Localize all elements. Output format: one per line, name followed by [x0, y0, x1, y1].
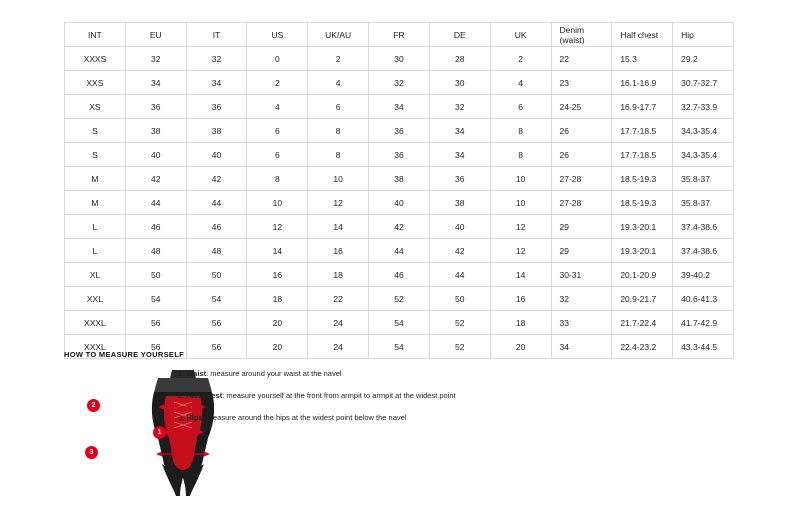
- cell-ukau: 6: [308, 95, 369, 119]
- column-header-ukau: UK/AU: [308, 23, 369, 47]
- cell-it: 48: [186, 239, 247, 263]
- table-row: [65, 143, 734, 167]
- cell-denim: 24-25: [551, 95, 612, 119]
- cell-half-chest: 22.4-23.2: [612, 335, 673, 359]
- cell-uk: 14: [490, 263, 551, 287]
- cell-half-chest: 16.9-17.7: [612, 95, 673, 119]
- column-header-half-chest: Half chest: [612, 23, 673, 47]
- cell-denim: 29: [551, 239, 612, 263]
- cell-ukau: 24: [308, 335, 369, 359]
- cell-de: 32: [429, 95, 490, 119]
- table-header-row: [65, 23, 734, 47]
- table-header: [65, 23, 734, 47]
- cell-hip: 41.7-42.9: [673, 311, 734, 335]
- cell-us: 4: [247, 95, 308, 119]
- instruction-half-chest-text: : measure yourself at the front from armpit to armpit at the widest point: [222, 391, 456, 400]
- cell-it: 54: [186, 287, 247, 311]
- cell-fr: 32: [369, 71, 430, 95]
- how-to-measure-title: HOW TO MEASURE YOURSELF: [64, 350, 184, 359]
- cell-denim: 22: [551, 47, 612, 71]
- cell-eu: 32: [125, 47, 186, 71]
- cell-fr: 36: [369, 143, 430, 167]
- cell-de: 34: [429, 119, 490, 143]
- cell-de: 36: [429, 167, 490, 191]
- cell-uk: 8: [490, 119, 551, 143]
- cell-half-chest: 19.3-20.1: [612, 215, 673, 239]
- cell-eu: 56: [125, 311, 186, 335]
- cell-int: XXS: [65, 71, 126, 95]
- cell-fr: 46: [369, 263, 430, 287]
- cell-eu: 56: [125, 335, 186, 359]
- instruction-waist-label: Waist: [186, 369, 207, 378]
- cell-half-chest: 15.3: [612, 47, 673, 71]
- cell-de: 52: [429, 335, 490, 359]
- cell-half-chest: 18.5-19.3: [612, 191, 673, 215]
- cell-hip: 37.4-38.6: [673, 215, 734, 239]
- cell-int: L: [65, 215, 126, 239]
- cell-fr: 36: [369, 119, 430, 143]
- cell-int: M: [65, 167, 126, 191]
- cell-uk: 6: [490, 95, 551, 119]
- cell-ukau: 10: [308, 167, 369, 191]
- cell-hip: 39-40.2: [673, 263, 734, 287]
- cell-hip: 32.7-33.9: [673, 95, 734, 119]
- cell-half-chest: 19.3-20.1: [612, 239, 673, 263]
- column-header-uk: UK: [490, 23, 551, 47]
- cell-uk: 12: [490, 215, 551, 239]
- cell-half-chest: 17.7-18.5: [612, 119, 673, 143]
- cell-ukau: 2: [308, 47, 369, 71]
- cell-eu: 36: [125, 95, 186, 119]
- cell-us: 2: [247, 71, 308, 95]
- column-header-us: US: [247, 23, 308, 47]
- column-header-hip: Hip: [673, 23, 734, 47]
- cell-half-chest: 20.9-21.7: [612, 287, 673, 311]
- cell-de: 40: [429, 215, 490, 239]
- instruction-waist: [178, 369, 598, 378]
- cell-half-chest: 20.1-20.9: [612, 263, 673, 287]
- cell-denim: 23: [551, 71, 612, 95]
- cell-ukau: 12: [308, 191, 369, 215]
- cell-it: 50: [186, 263, 247, 287]
- cell-us: 6: [247, 119, 308, 143]
- cell-uk: 10: [490, 167, 551, 191]
- cell-it: 42: [186, 167, 247, 191]
- cell-eu: 48: [125, 239, 186, 263]
- cell-int: M: [65, 191, 126, 215]
- table-row: [65, 119, 734, 143]
- table-row: [65, 47, 734, 71]
- cell-ukau: 8: [308, 119, 369, 143]
- measure-instructions: [178, 369, 598, 435]
- cell-int: XXXL: [65, 335, 126, 359]
- instruction-half-chest: [178, 391, 598, 400]
- cell-hip: 43.3-44.5: [673, 335, 734, 359]
- cell-fr: 30: [369, 47, 430, 71]
- instruction-hips: [178, 413, 598, 422]
- cell-eu: 40: [125, 143, 186, 167]
- cell-half-chest: 18.5-19.3: [612, 167, 673, 191]
- cell-fr: 44: [369, 239, 430, 263]
- cell-us: 6: [247, 143, 308, 167]
- cell-it: 40: [186, 143, 247, 167]
- table-row: [65, 215, 734, 239]
- cell-denim: 26: [551, 143, 612, 167]
- cell-hip: 29.2: [673, 47, 734, 71]
- cell-de: 50: [429, 287, 490, 311]
- cell-it: 36: [186, 95, 247, 119]
- cell-de: 52: [429, 311, 490, 335]
- cell-uk: 20: [490, 335, 551, 359]
- cell-it: 38: [186, 119, 247, 143]
- cell-hip: 35.8-37: [673, 167, 734, 191]
- cell-denim: 27-28: [551, 167, 612, 191]
- instruction-waist-text: : measure around your waist at the navel: [206, 369, 342, 378]
- cell-uk: 10: [490, 191, 551, 215]
- cell-ukau: 8: [308, 143, 369, 167]
- cell-it: 34: [186, 71, 247, 95]
- cell-fr: 54: [369, 335, 430, 359]
- cell-int: XXXS: [65, 47, 126, 71]
- cell-ukau: 4: [308, 71, 369, 95]
- cell-int: XS: [65, 95, 126, 119]
- cell-denim: 33: [551, 311, 612, 335]
- cell-hip: 35.8-37: [673, 191, 734, 215]
- cell-it: 56: [186, 335, 247, 359]
- cell-us: 8: [247, 167, 308, 191]
- cell-eu: 44: [125, 191, 186, 215]
- cell-it: 56: [186, 311, 247, 335]
- cell-ukau: 14: [308, 215, 369, 239]
- cell-de: 42: [429, 239, 490, 263]
- cell-us: 16: [247, 263, 308, 287]
- cell-us: 10: [247, 191, 308, 215]
- column-header-it: IT: [186, 23, 247, 47]
- table-row: [65, 167, 734, 191]
- cell-us: 12: [247, 215, 308, 239]
- cell-hip: 30.7-32.7: [673, 71, 734, 95]
- cell-us: 0: [247, 47, 308, 71]
- cell-it: 44: [186, 191, 247, 215]
- cell-de: 28: [429, 47, 490, 71]
- table-row: [65, 263, 734, 287]
- cell-fr: 38: [369, 167, 430, 191]
- cell-uk: 8: [490, 143, 551, 167]
- cell-eu: 50: [125, 263, 186, 287]
- cell-it: 32: [186, 47, 247, 71]
- cell-uk: 18: [490, 311, 551, 335]
- cell-half-chest: 16.1-16.9: [612, 71, 673, 95]
- cell-fr: 34: [369, 95, 430, 119]
- cell-us: 18: [247, 287, 308, 311]
- cell-eu: 34: [125, 71, 186, 95]
- column-header-int: INT: [65, 23, 126, 47]
- cell-fr: 54: [369, 311, 430, 335]
- cell-denim: 32: [551, 287, 612, 311]
- cell-hip: 34.3-35.4: [673, 143, 734, 167]
- table-row: [65, 71, 734, 95]
- column-header-de: DE: [429, 23, 490, 47]
- cell-uk: 4: [490, 71, 551, 95]
- cell-fr: 40: [369, 191, 430, 215]
- instruction-hips-number: 3.: [178, 413, 187, 422]
- column-header-eu: EU: [125, 23, 186, 47]
- cell-half-chest: 21.7-22.4: [612, 311, 673, 335]
- marker-1-waist: 1: [153, 426, 166, 439]
- cell-denim: 27-28: [551, 191, 612, 215]
- cell-us: 20: [247, 311, 308, 335]
- cell-fr: 52: [369, 287, 430, 311]
- instruction-waist-number: 1.: [178, 369, 187, 378]
- size-chart-container: [64, 22, 734, 359]
- cell-it: 46: [186, 215, 247, 239]
- cell-de: 38: [429, 191, 490, 215]
- instruction-half-chest-number: 2.: [178, 391, 187, 400]
- cell-int: S: [65, 143, 126, 167]
- table-row: [65, 191, 734, 215]
- cell-us: 14: [247, 239, 308, 263]
- table-body: [65, 47, 734, 359]
- column-header-fr: FR: [369, 23, 430, 47]
- table-row: [65, 239, 734, 263]
- cell-denim: 34: [551, 335, 612, 359]
- cell-int: S: [65, 119, 126, 143]
- cell-ukau: 24: [308, 311, 369, 335]
- cell-int: XL: [65, 263, 126, 287]
- cell-fr: 42: [369, 215, 430, 239]
- instruction-half-chest-label: Half chest: [186, 391, 223, 400]
- cell-de: 44: [429, 263, 490, 287]
- table-row: [65, 287, 734, 311]
- cell-de: 30: [429, 71, 490, 95]
- cell-uk: 2: [490, 47, 551, 71]
- cell-eu: 42: [125, 167, 186, 191]
- cell-hip: 40.6-41.3: [673, 287, 734, 311]
- cell-denim: 29: [551, 215, 612, 239]
- cell-half-chest: 17.7-18.5: [612, 143, 673, 167]
- cell-uk: 16: [490, 287, 551, 311]
- cell-denim: 26: [551, 119, 612, 143]
- cell-eu: 46: [125, 215, 186, 239]
- cell-denim: 30-31: [551, 263, 612, 287]
- table-row: [65, 311, 734, 335]
- cell-hip: 34.3-35.4: [673, 119, 734, 143]
- cell-ukau: 16: [308, 239, 369, 263]
- table-row: [65, 95, 734, 119]
- cell-ukau: 22: [308, 287, 369, 311]
- cell-hip: 37.4-38.6: [673, 239, 734, 263]
- cell-int: L: [65, 239, 126, 263]
- marker-3-hips: 3: [85, 446, 98, 459]
- instruction-hips-label: Hips: [186, 413, 203, 422]
- cell-us: 20: [247, 335, 308, 359]
- size-chart-table: [64, 22, 734, 359]
- cell-uk: 12: [490, 239, 551, 263]
- cell-int: XXL: [65, 287, 126, 311]
- instruction-hips-text: : measure around the hips at the widest point below the navel: [202, 413, 407, 422]
- cell-eu: 54: [125, 287, 186, 311]
- cell-ukau: 18: [308, 263, 369, 287]
- column-header-denim-waist: Denim (waist): [551, 23, 612, 47]
- marker-2-half-chest: 2: [87, 399, 100, 412]
- cell-de: 34: [429, 143, 490, 167]
- cell-int: XXXL: [65, 311, 126, 335]
- cell-eu: 38: [125, 119, 186, 143]
